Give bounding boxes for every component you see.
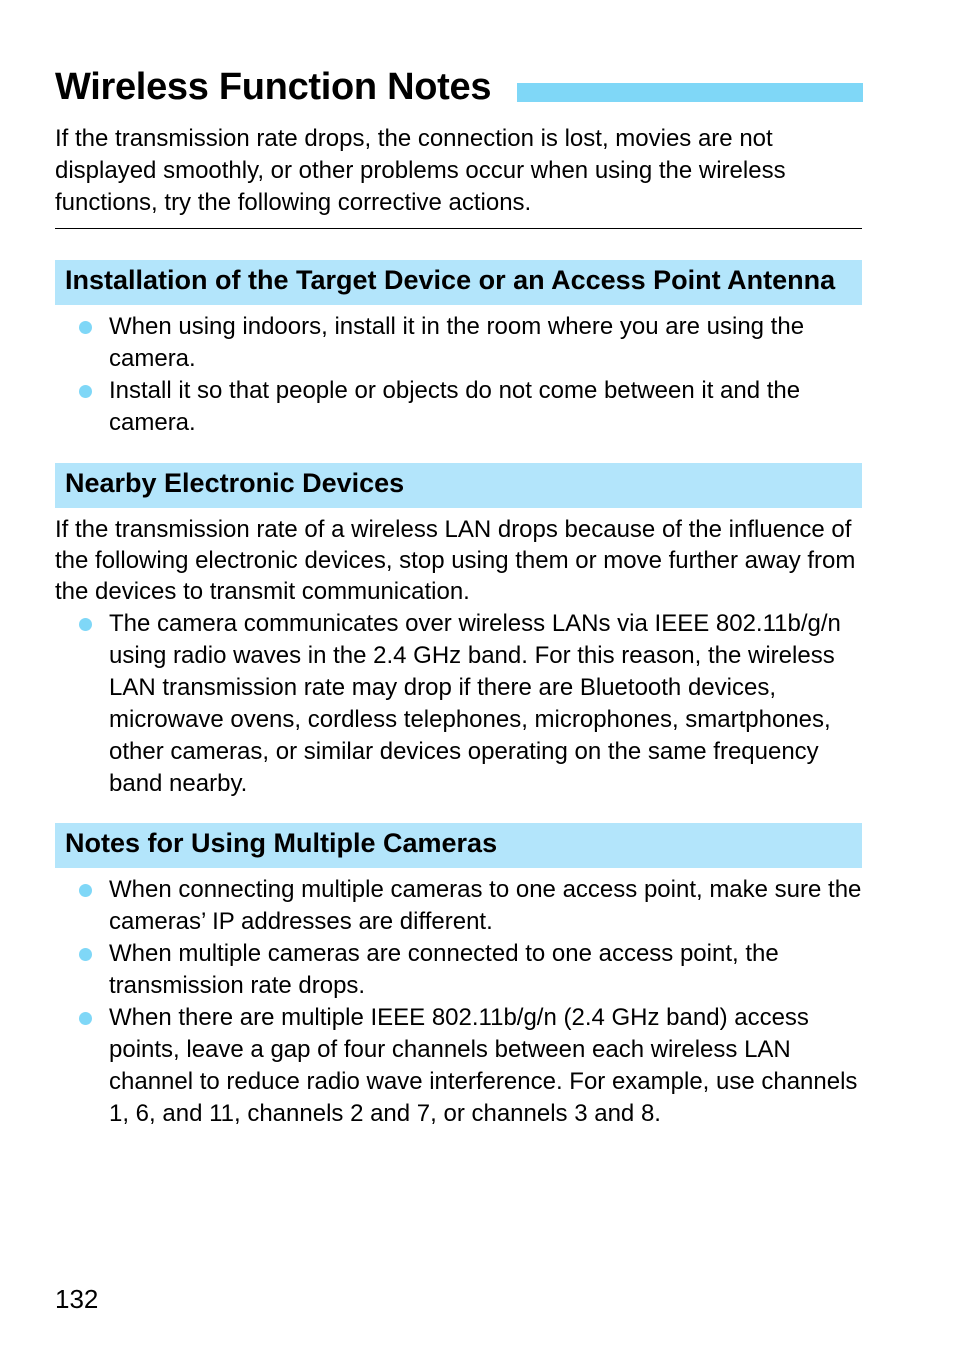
list-item-text: When there are multiple IEEE 802.11b/g/n (2.4 GHz band) access points, leave a gap of four channels between each wireless LAN channel to reduce radio wave interference. For example, use channels 1, 6, and 11, channels 2 and 7, or channels 3 and 8. bbox=[109, 1004, 858, 1127]
section-heading-installation: Installation of the Target Device or an Access Point Antenna bbox=[55, 260, 862, 305]
list-item bbox=[55, 1002, 863, 1130]
bullet-dot-icon bbox=[79, 948, 92, 961]
list-item bbox=[55, 608, 863, 800]
page-title: Wireless Function Notes bbox=[55, 66, 492, 108]
section-heading-nearby-devices: Nearby Electronic Devices bbox=[55, 463, 862, 508]
list-item-text: Install it so that people or objects do not come between it and the camera. bbox=[109, 377, 801, 436]
list-item-text: When using indoors, install it in the room where you are using the camera. bbox=[109, 313, 805, 372]
list-item-text: When multiple cameras are connected to one access point, the transmission rate drops. bbox=[109, 940, 779, 999]
list-item-text: The camera communicates over wireless LANs via IEEE 802.11b/g/n using radio waves in the 2.4 GHz band. For this reason, the wireless LAN transmission rate may drop if there are Bluetooth devices, microwave ovens, cordless telephones, microphones, smartphones, other cameras, or similar devices operating on the same frequency band nearby. bbox=[109, 610, 841, 797]
title-accent-bar bbox=[517, 83, 863, 102]
bullet-list-multiple-cameras bbox=[55, 874, 863, 1130]
bullet-dot-icon bbox=[79, 385, 92, 398]
bullet-dot-icon bbox=[79, 1012, 92, 1025]
list-item-text: When connecting multiple cameras to one access point, make sure the cameras’ IP addresses are different. bbox=[109, 876, 862, 935]
list-item bbox=[55, 874, 863, 938]
bullet-list-installation bbox=[55, 311, 863, 439]
list-item bbox=[55, 938, 863, 1002]
nearby-devices-paragraph: If the transmission rate of a wireless LAN drops because of the influence of the following electronic devices, stop using them or move further away from the devices to transmit communication. bbox=[55, 516, 856, 605]
bullet-dot-icon bbox=[79, 321, 92, 334]
bullet-dot-icon bbox=[79, 618, 92, 631]
divider bbox=[55, 228, 862, 229]
page-number: 132 bbox=[55, 1284, 99, 1314]
intro-paragraph: If the transmission rate drops, the connection is lost, movies are not displayed smoothly, or other problems occur when using the wireless functions, try the following corrective actions. bbox=[55, 125, 786, 216]
bullet-dot-icon bbox=[79, 884, 92, 897]
list-item bbox=[55, 311, 863, 375]
section-heading-multiple-cameras: Notes for Using Multiple Cameras bbox=[55, 823, 862, 868]
list-item bbox=[55, 375, 863, 439]
bullet-list-nearby-devices bbox=[55, 608, 863, 800]
